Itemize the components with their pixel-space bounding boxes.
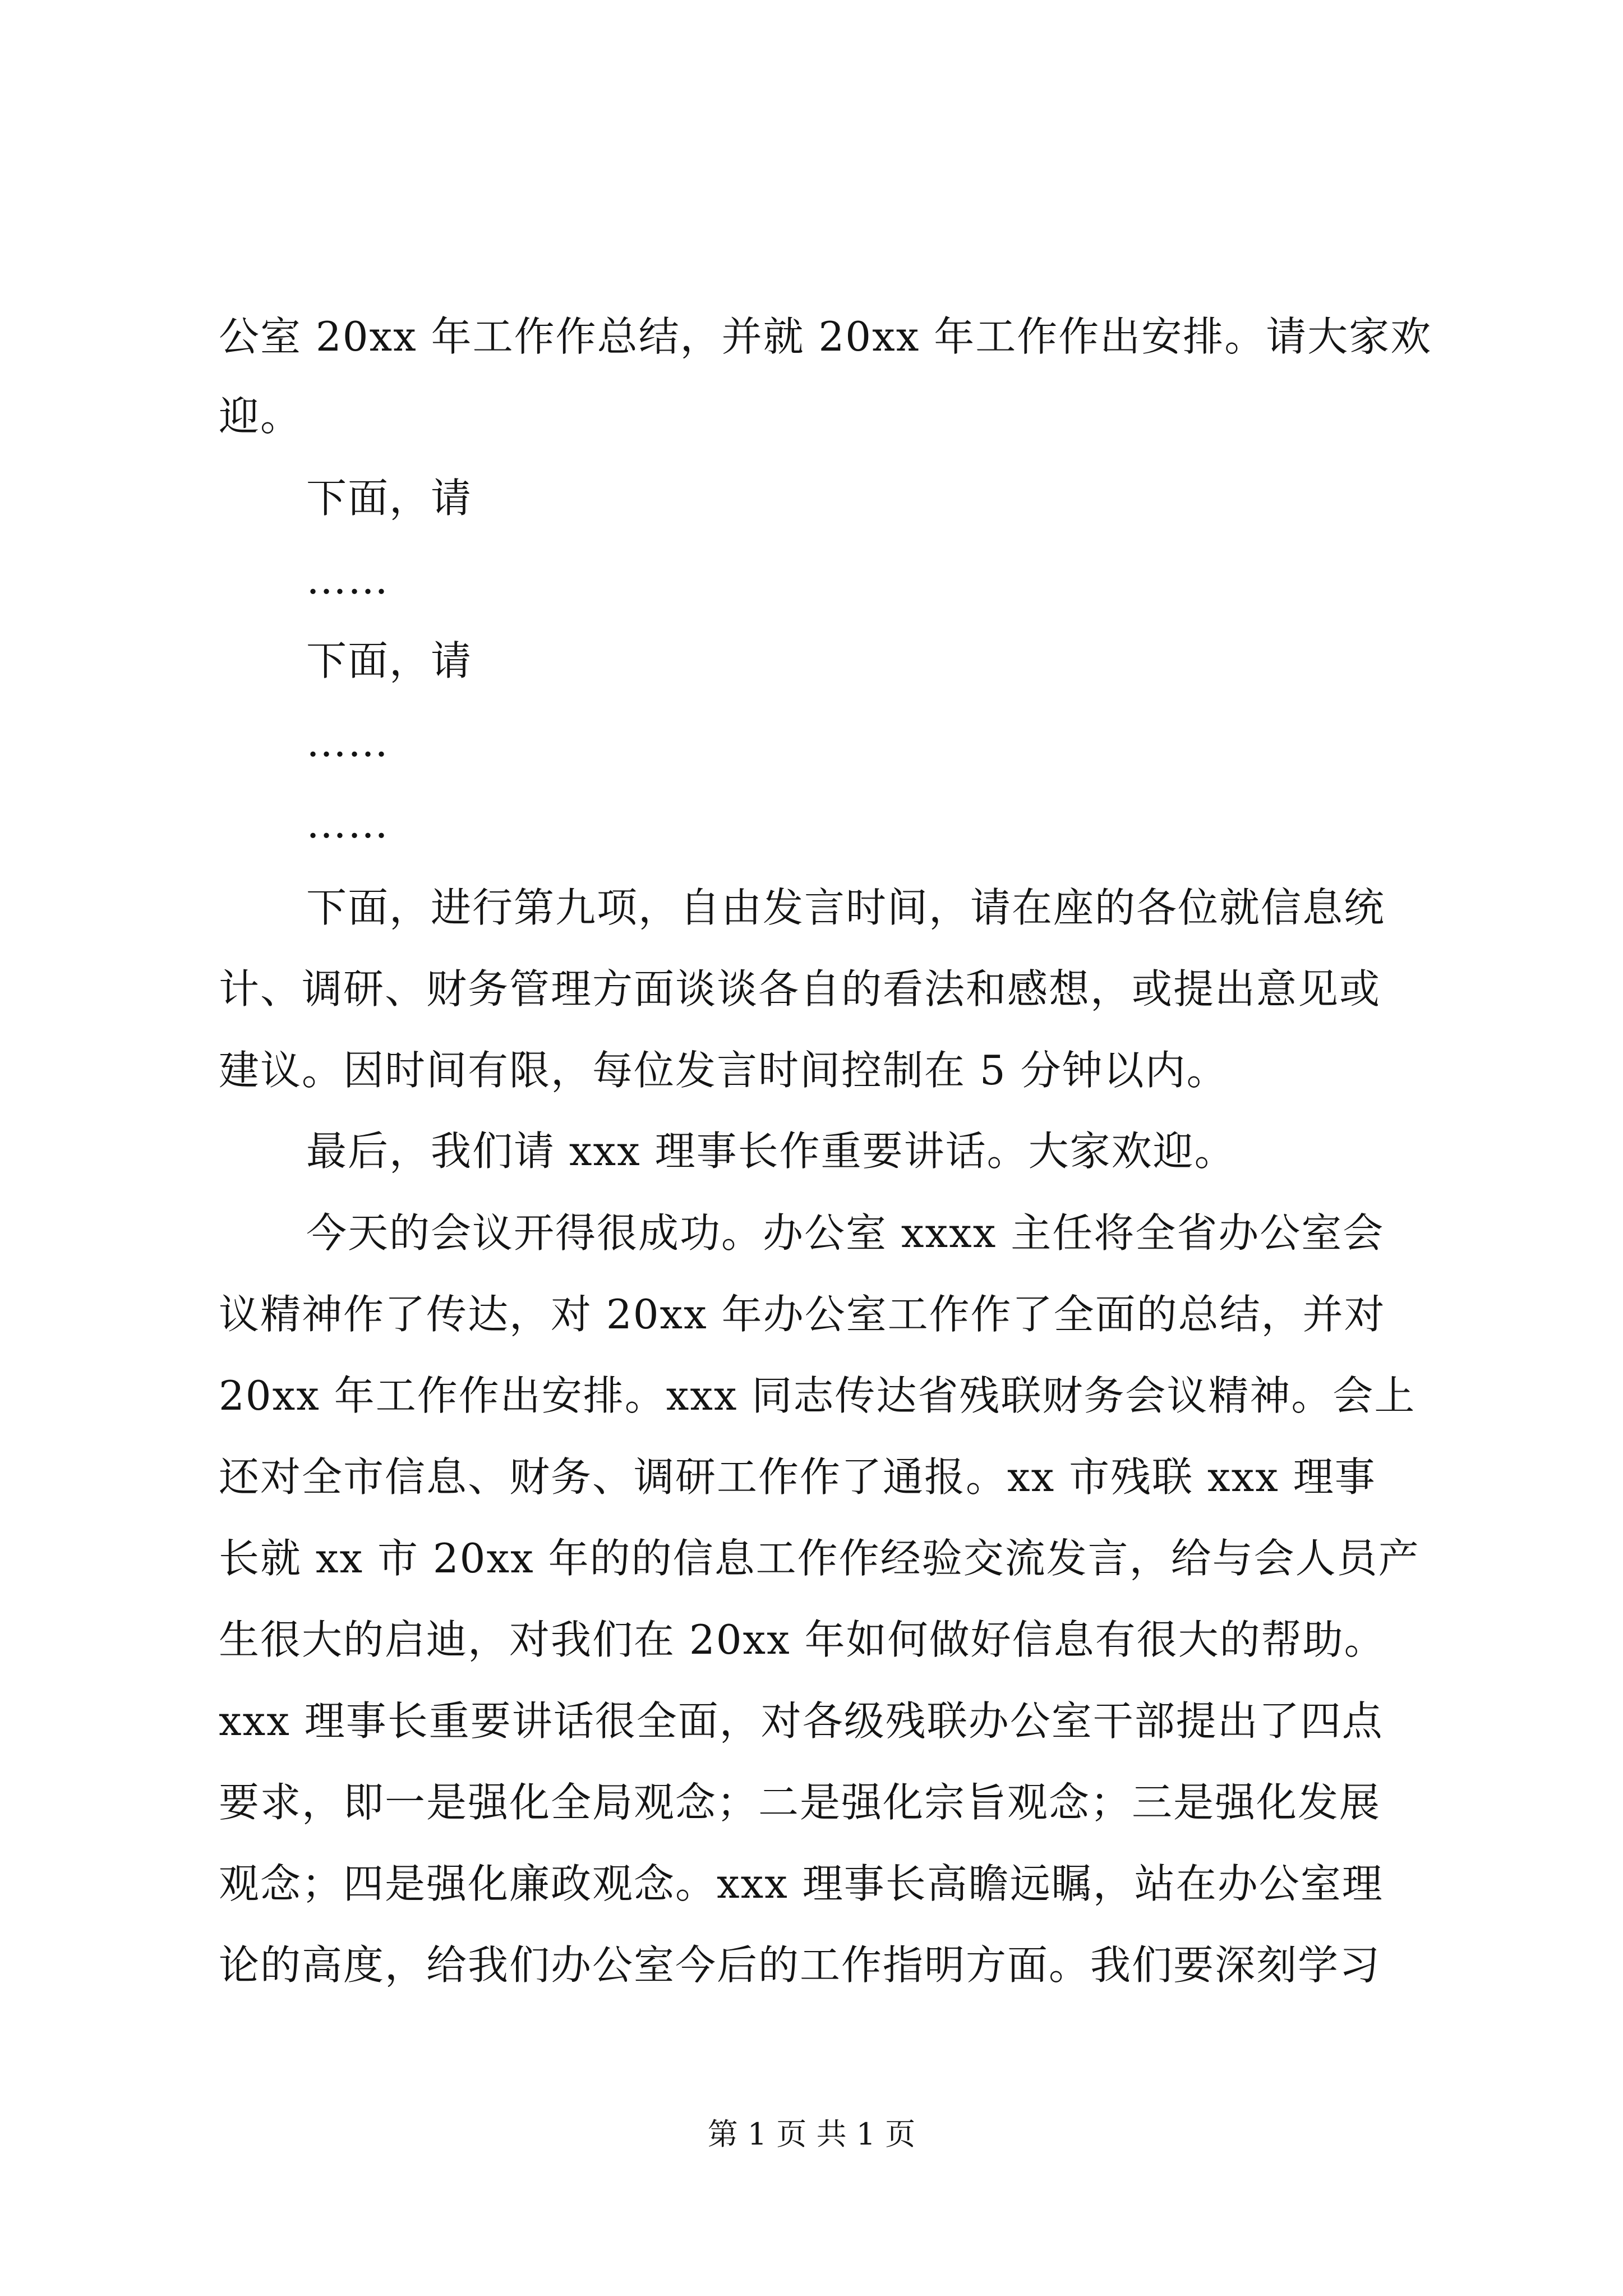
text-line: ……: [306, 556, 389, 603]
text-line: 迎。: [219, 393, 302, 440]
text-line: 最后，我们请 xxx 理事长作重要讲话。大家欢迎。: [306, 1128, 1236, 1175]
text-line: ……: [306, 800, 389, 847]
text-line: 公室 20xx 年工作作总结，并就 20xx 年工作作出安排。请大家欢: [219, 313, 1432, 360]
text-line: 要求，即一是强化全局观念；二是强化宗旨观念；三是强化发展: [219, 1779, 1381, 1826]
text-line: 议精神作了传达，对 20xx 年办公室工作作了全面的总结，并对: [219, 1291, 1386, 1338]
text-line: xxx 理事长重要讲话很全面，对各级残联办公室干部提出了四点: [219, 1697, 1384, 1745]
page-footer: 第 1 页 共 1 页: [707, 2116, 916, 2152]
text-line: 20xx 年工作作出安排。xxx 同志传达省残联财务会议精神。会上: [219, 1372, 1416, 1419]
text-line: 下面，请: [306, 475, 473, 522]
text-line: 长就 xx 市 20xx 年的的信息工作作经验交流发言，给与会人员产: [219, 1535, 1420, 1582]
text-line: 论的高度，给我们办公室今后的工作指明方面。我们要深刻学习: [219, 1941, 1381, 1989]
text-line: 今天的会议开得很成功。办公室 xxxx 主任将全省办公室会: [306, 1209, 1385, 1257]
text-line: 还对全市信息、财务、调研工作作了通报。xx 市残联 xxx 理事: [219, 1453, 1376, 1501]
text-line: 计、调研、财务管理方面谈谈各自的看法和感想，或提出意见或: [219, 965, 1381, 1013]
text-line: 建议。因时间有限，每位发言时间控制在 5 分钟以内。: [219, 1047, 1228, 1094]
text-line: 下面，请: [306, 637, 473, 684]
text-line: 下面，进行第九项，自由发言时间，请在座的各位就信息统: [306, 884, 1386, 931]
text-line: ……: [306, 719, 389, 766]
text-line: 生很大的启迪，对我们在 20xx 年如何做好信息有很大的帮助。: [219, 1616, 1386, 1663]
text-line: 观念；四是强化廉政观念。xxx 理事长高瞻远瞩，站在办公室理: [219, 1860, 1384, 1907]
